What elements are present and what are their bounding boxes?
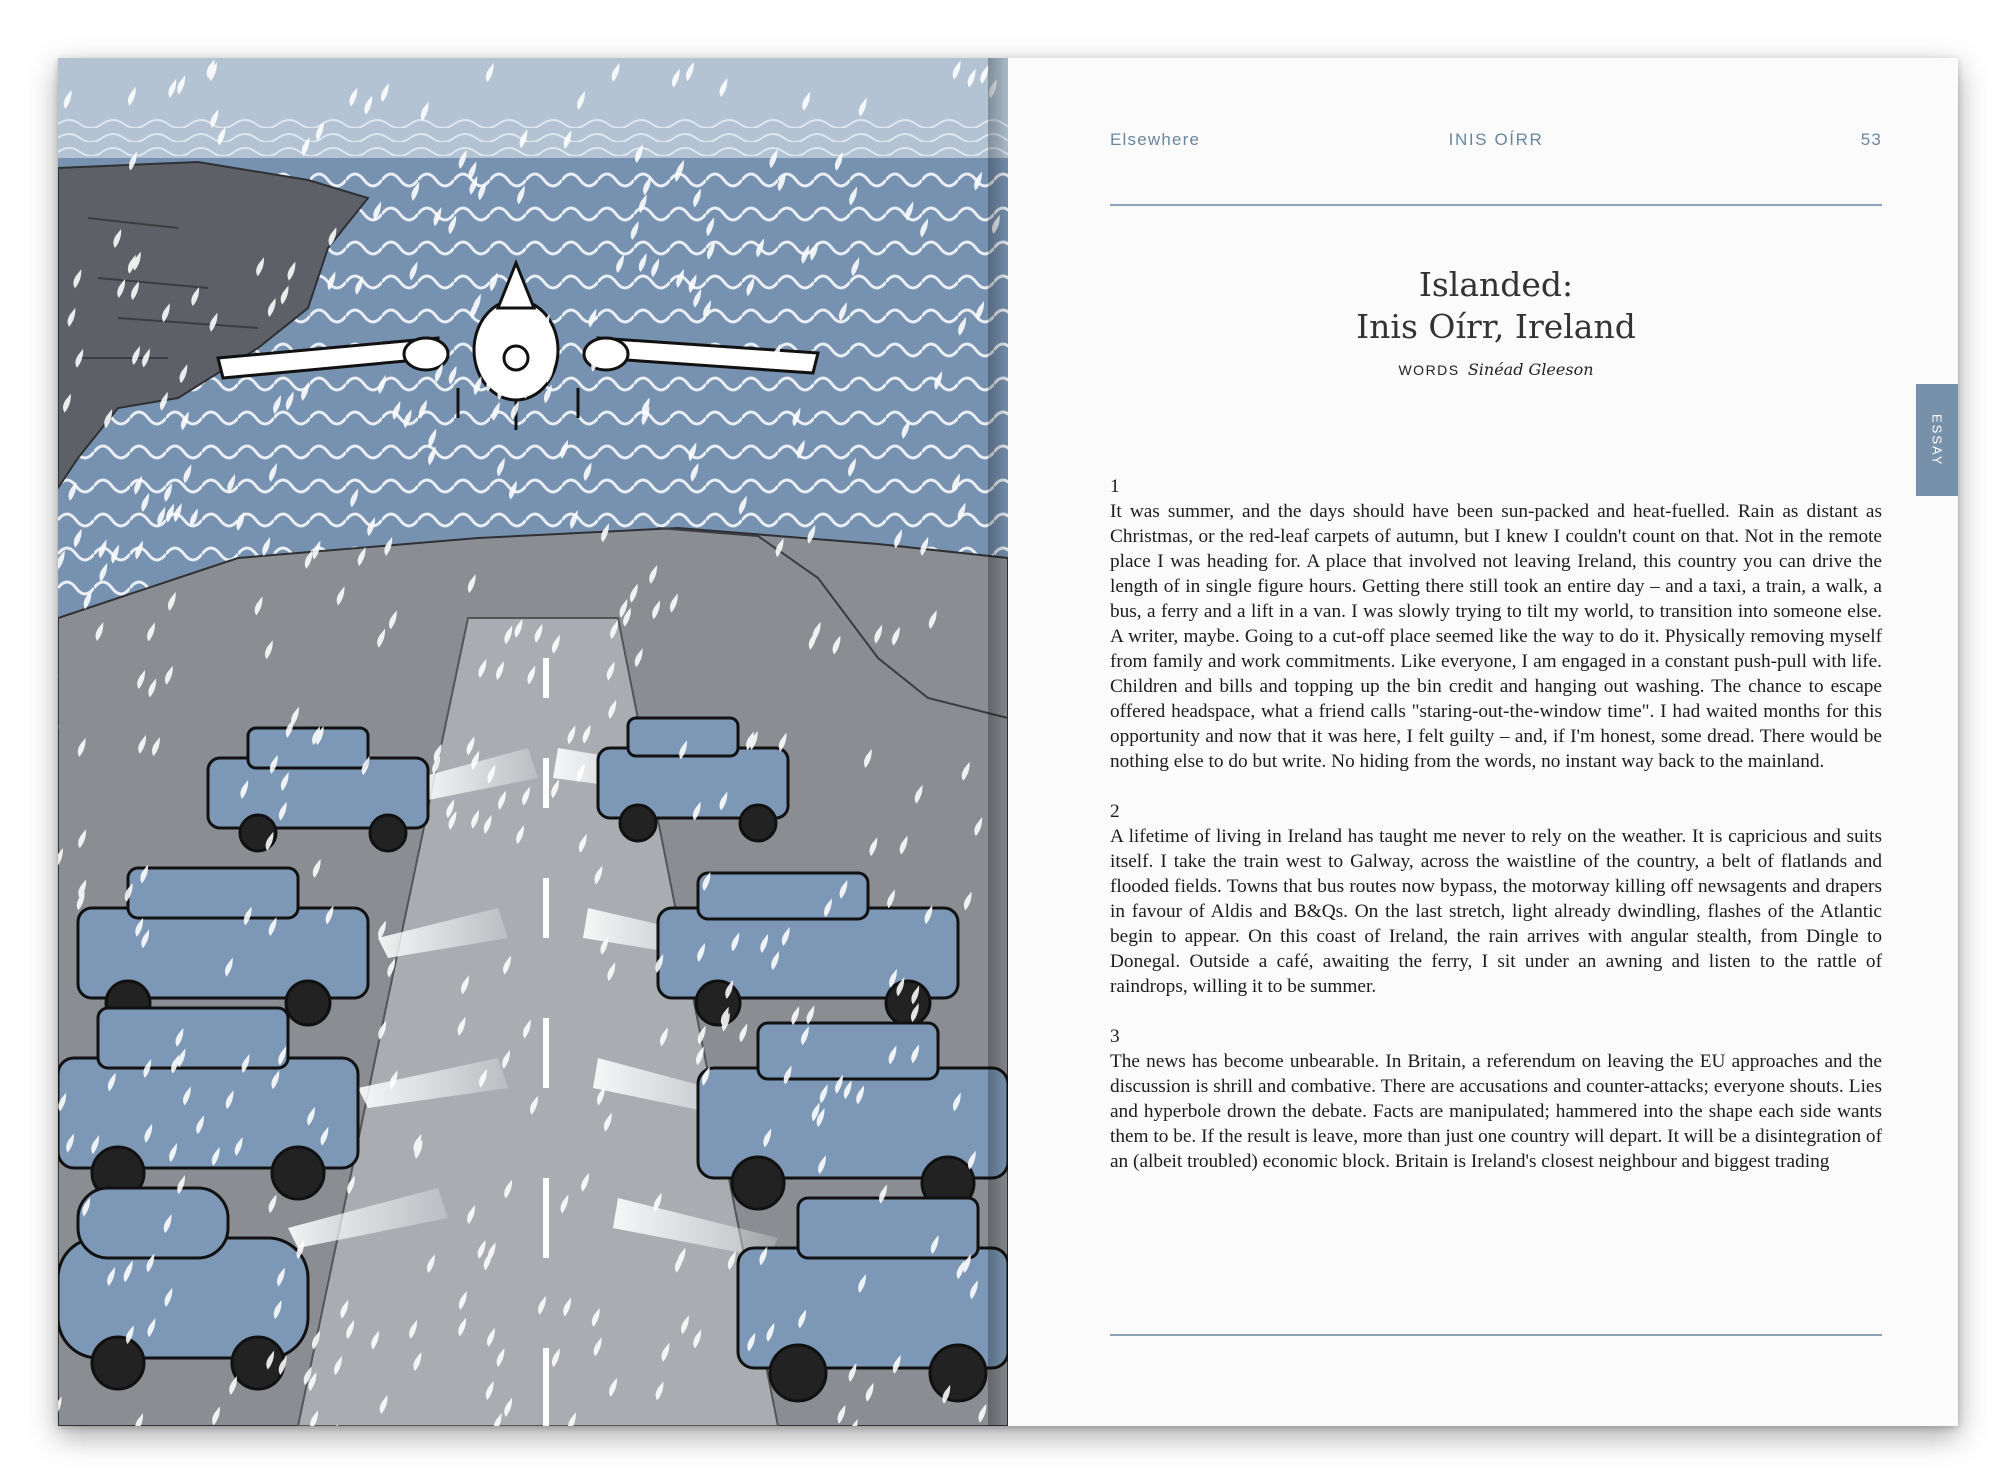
running-head-title: INIS OÍRR: [1448, 130, 1544, 149]
top-rule: [1110, 204, 1882, 206]
byline: [1110, 360, 1882, 379]
section-paragraph: A lifetime of living in Ireland has taught me never to rely on the weather. It is capricious and suits itself. I take the train west to Galway, across the waistline of the country, a belt of flatlands and flooded fields. Towns that bus routes now bypass, the motorway killing off newsagents and drapers in favour of Aldis and B&Qs. On the last stretch, light already dwindling, flashes of the Atlantic begin to appear. On this coast of Ireland, the rain arrives with angular stealth, from Dingle to Donegal. Outside a café, awaiting the ferry, I sit under an awning and listen to the rattle of raindrops, willing it to be summer.: [1110, 826, 1882, 997]
byline-label: WORDS: [1398, 362, 1460, 378]
essay-section: [1110, 474, 1882, 774]
section-tab-label: ESSAY: [1929, 413, 1945, 467]
section-number: 2: [1110, 801, 1120, 822]
article-title: [1110, 264, 1882, 348]
bottom-rule: [1110, 1334, 1882, 1336]
essay-section: [1110, 1024, 1882, 1174]
section-number: 3: [1110, 1026, 1120, 1047]
essay-section: [1110, 799, 1882, 999]
title-line-1: Islanded:: [1418, 265, 1574, 304]
section-tab: [1916, 384, 1958, 496]
magazine-spread: [58, 58, 1958, 1426]
section-paragraph: It was summer, and the days should have been sun-packed and heat-fuelled. Rain as distant as Christmas, or the red-leaf carpets of autumn, but I knew I couldn't count on that. Not in the remote place I was heading for. A place that involved not leaving Ireland, this country you can drive the length of in single figure hours. Getting there still took an entire day – and a taxi, a train, a walk, a bus, a ferry and a lift in a van. I was slowly trying to tilt my world, to transition into someone else. A writer, maybe. Going to a cut-off place seemed like the way to do it. Physically removing myself from family and work commitments. Like everyone, I am engaged in a constant push-pull with life. Children and bills and topping up the bin credit and hanging out washing. The chance to escape offered headspace, what a friend calls "staring-out-the-window time". I had waited months for this opportunity and now that it was here, I felt guilty – and, if I'm honest, some dread. There would be nothing else to do but write. No hiding from the words, no instant way back to the mainland.: [1110, 501, 1882, 772]
essay-body: [1110, 474, 1882, 1199]
section-number: 1: [1110, 476, 1120, 497]
byline-author: Sinéad Gleeson: [1467, 360, 1594, 379]
title-line-2: Inis Oírr, Ireland: [1356, 307, 1636, 346]
page-number: 53: [1860, 130, 1882, 149]
illustration-page: [58, 58, 1008, 1426]
section-paragraph: The news has become unbearable. In Britain, a referendum on leaving the EU approaches and the discussion is shrill and combative. There are accusations and counter-attacks; everyone shouts. Lies and hyperbole drown the debate. Facts are manipulated; hammered into the shape each side wants them to be. If the result is leave, more than just one country will depart. It will be a disintegration of an (albeit troubled) economic block. Britain is Ireland's closest neighbour and biggest trading: [1110, 1051, 1882, 1172]
rain-airstrip-illustration: [58, 58, 1008, 1426]
running-head: [1110, 130, 1882, 154]
text-page: [1008, 58, 1958, 1426]
running-head-section: Elsewhere: [1110, 130, 1201, 149]
